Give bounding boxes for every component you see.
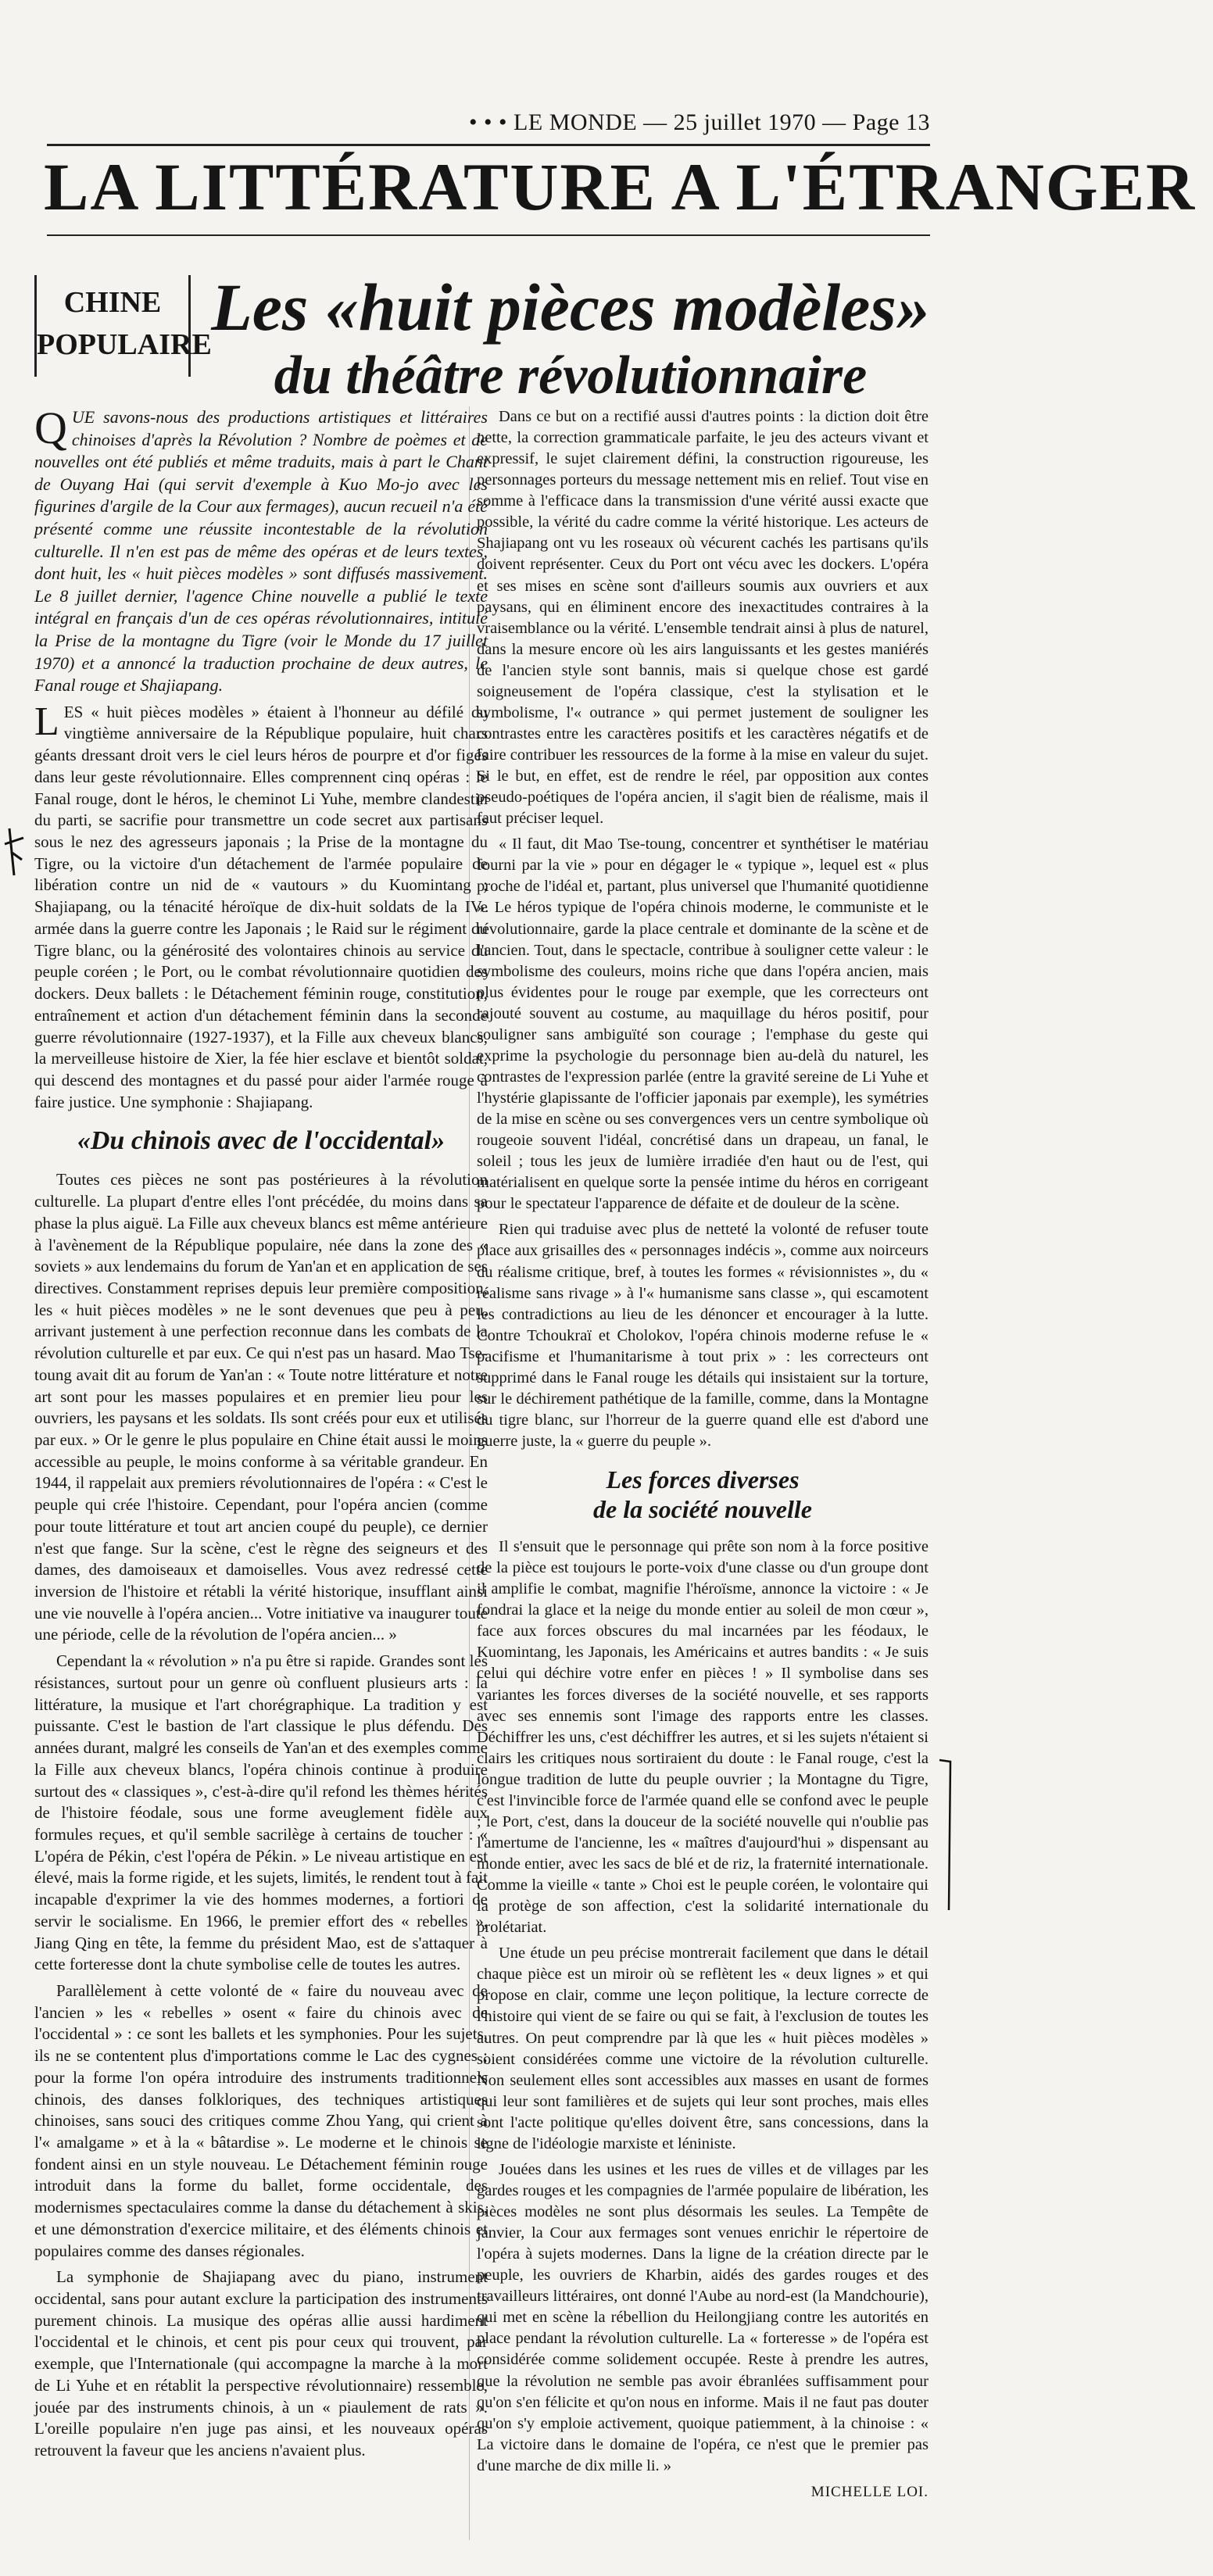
paragraph-11: Jouées dans les usines et les rues de villes et de villages par les gardes rouges et les compagnies de l'armée populaire de libération, les pièces modèles ne sont plus désormais les seules. La Tempête de janvier, la Cour aux fermages sont venues enrichir le répertoire de l'opéra à sujets modernes. Dans la ligne de la création directe par le peuple, les ouvriers de Kharbin, aidés des gardes rouges et des travailleurs littéraires, ont donné l'Aube au nord-est (la Mandchourie), qui met en scène la rébellion du Heilongjiang contre les autorités en place pendant la révolution culturelle. La « forteresse » de l'opéra est considérée comme solidement occupée. Reste à prendre les autres, que la révolution ne semble pas avoir ébranlées suffisamment pour qu'on s'en félicite et qu'on nous en informe. Mais il ne faut pas douter qu'on s'y emploie activement, quoique patiemment, à la chinoise : « La victoire dans le domaine de l'opéra, ce n'est que le premier pas d'une marche de dix mille li. » bbox=[477, 2160, 929, 2474]
subheading-2-line-1: Les forces diverses bbox=[606, 1465, 800, 1494]
column-right bbox=[477, 406, 929, 2507]
column-left bbox=[34, 402, 488, 2467]
paragraph-8: Rien qui traduise avec plus de netteté la volonté de refuser toute place aux grisailles des « personnages indécis », comme aux noirceurs du réalisme critique, bref, à toutes les formes « révisionnistes », du « réalisme sans rivage » à l'« humanisme sans classe », qui escamotent les contradictions au lieu de les dénoncer et encourager à la lutte. Contre Tchoukraï et Cholokov, l'opéra chinois moderne refuse le « pacifisme et l'humanitarisme à tout prix » : les correcteurs ont supprimé dans le Fanal rouge les détails qui insistaient sur la torture, sur le déchirement pathétique de la famille, comme, dans la Montagne du tigre blanc, sur l'horreur de la guerre quand elle est d'abord une guerre juste, la « guerre du peuple ». bbox=[477, 1221, 929, 1450]
kicker-line-1: CHINE bbox=[63, 286, 162, 319]
paragraph-9: Il s'ensuit que le personnage qui prête son nom à la force positive de la pièce est toujours le porte-voix d'une classe ou d'un groupe dont il amplifie le combat, magnifie l'héroïsme, annonce la victoire : « Je fondrai la glace et la neige du monde entier au soleil de mon cœur », face aux forces obscures du mal incarnées par les féodaux, le Kuomintang, les Japonais, les Américains et autres bandits : « Je suis celui qui déchire votre enfer en pièces ! » Il symbolise dans ses variantes les forces diverses de la société nouvelle, et ses rapports avec ses ennemis sont l'image des rapports entre les classes. Déchiffrer les uns, c'est déchiffrer les autres, et si les sujets n'étaient si clairs les critiques nous sortiraient du doute : le Fanal rouge, c'est la longue tradition de lutte du peuple ouvrier ; la Montagne du Tigre, c'est l'invincible force de l'armée quand elle se confond avec le peuple ; le Port, c'est, dans la douceur de la société nouvelle qui n'oublie pas l'amertume de l'ancienne, les « maîtres d'aujourd'hui » dispensant au monde entier, avec les sacs de blé et de riz, la fraternité internationale. Comme la vieille « tante » Choi est le peuple coréen, le volontaire qui la protège de son affection, c'est la solidarité internationale du prolétariat. bbox=[477, 1538, 929, 1937]
author-signature: MICHELLE LOI. bbox=[810, 2483, 929, 2500]
paragraph-7: « Il faut, dit Mao Tse-toung, concentrer et synthétiser le matériau fourni par la vie » pour en dégager le « typique », lequel est « plus proche de l'idéal et, partant, plus universel que l'humanité quotidienne ». Le héros typique de l'opéra chinois moderne, le communiste et le révolutionnaire, garde la place centrale et dominante de la scène et de l'ancien. Tout, dans le spectacle, contribue à souligner cette valeur : le symbolisme des couleurs, moins riche que dans l'opéra ancien, mais plus évidentes pour le rouge par exemple, que les correcteurs ont rajouté souvent au costume, au maquillage du héros positif, pour souligner sans ambiguïté son courage ; l'emphase du geste qui exprime la psychologie du personnage bien au-delà du naturel, les contrastes de l'expression parlée (entre la gravité sereine de Li Yuhe et l'hystérie glapissante de l'officier japonais par exemple), les symétries de la mise en scène ou ses convergences vers un centre symbolique où rougeoie souvent l'idéal, concrétisé dans un drapeau, un fanal, le soleil ; tous les jeux de lumière irradiée d'en haut ou de l'est, qui matérialisent en quelque sorte la pensée intime du héros en corrigeant pour le spectateur l'apparence de défaite et de douleur de la scène. bbox=[477, 835, 929, 1213]
subheading-2-line-2: de la société nouvelle bbox=[593, 1495, 812, 1524]
subheading-2 bbox=[477, 1465, 929, 1524]
paragraph-2: Toutes ces pièces ne sont pas postérieures à la révolution culturelle. La plupart d'entre elles l'ont précédée, du moins dans sa phase la plus aiguë. La Fille aux cheveux blancs est même antérieure à l'avènement de la République populaire, née dans la zone des « soviets » aux lendemains du forum de Yan'an et en application de ses directives. Constamment reprises depuis leur première composition, les « huit pièces modèles » ne le sont devenues que peu à peu, arrivant justement à une perfection reconnue dans les combats de la révolution culturelle et par eux. Ce qui n'est pas un hasard. Mao Tse-toung avait dit au forum de Yan'an : « Toute notre littérature et notre art sont pour les masses populaires et en premier lieu pour les ouvriers, les paysans et les soldats. Ils sont créés pour eux et utilisés par eux. » Or le genre le plus populaire en Chine était aussi le moins accessible au peuple, le moins conforme à sa véritable grandeur. En 1944, il rappelait aux premiers révolutionnaires de l'opéra : « C'est le peuple qui crée l'histoire. Cependant, pour l'opéra ancien (comme pour toute littérature et tout art ancien coupé du peuple), ce dernier n'est que fange. Sur la scène, c'est le règne des seigneurs et des dames, des damoiseaux et damoiselles. Vous avez redressé cette inversion de l'histoire et rétabli la vérité historique, insufflant ainsi une vie nouvelle à l'opéra ancien... Votre initiative va inaugurer toute une période, celle de la révolution de l'opéra ancien... » bbox=[34, 1170, 488, 1644]
header-rule bbox=[47, 144, 930, 146]
handwritten-mark-icon bbox=[3, 821, 27, 883]
article-lead: QUE savons-nous des productions artistiques et littéraires chinoises d'après la Révolution ? Nombre de poèmes et de nouvelles ont été publiés et même traduits, mais à part le Chant de Ouyang Hai (qui servit d'exemple à Kuo Mo-jo avec les figurines d'argile de la Cour aux fermages), aucun recueil n'a été présenté comme une réussite incontestable de la révolution culturelle. Il n'en est pas de même des opéras et de leurs textes, dont huit, les « huit pièces modèles » sont diffusés massivement. Le 8 juillet dernier, l'agence Chine nouvelle a publié le texte intégral en français d'un de ces opéras révolutionnaires, intitulé la Prise de la montagne du Tigre (voir le Monde du 17 juillet 1970) et a annoncé la traduction prochaine de deux autres, le Fanal rouge et Shajiapang. bbox=[34, 402, 488, 696]
running-header: • • • LE MONDE — 25 juillet 1970 — Page 13 bbox=[469, 109, 930, 135]
section-rule bbox=[47, 234, 930, 236]
paragraph-3: Cependant la « révolution » n'a pu être si rapide. Grandes sont les résistances, surtout pour un genre où confluent plusieurs arts : la littérature, la musique et l'art chorégraphique. La tradition y est puissante. C'est le bastion de l'art classique le plus défendu. Des années durant, malgré les conseils de Yan'an et des exemples comme la Fille aux cheveux blancs, l'opéra chinois continue à produire surtout des « classiques », c'est-à-dire qu'il refond les thèmes hérités de l'histoire féodale, sous une forme aveuglement fidèle aux formules reçues, et qu'il semble sacrilège à certains de toucher : « L'opéra de Pékin, c'est l'opéra de Pékin. » Le niveau artistique en est élevé, mais la forme rigide, et les sujets, limités, le rendent tout à fait incapable d'exprimer la vie des hommes modernes, a fortiori de servir le socialisme. En 1966, le premier effort des « rebelles », Jiang Qing en tête, la femme du président Mao, est de s'attaquer à cette forteresse dont la chute symbolise celle de toutes les autres. bbox=[34, 1651, 488, 1974]
headline-line-2: du théâtre révolutionnaire bbox=[274, 345, 868, 406]
paragraph-6: Dans ce but on a rectifié aussi d'autres points : la diction doit être nette, la correction grammaticale parfaite, le jeu des acteurs vivant et expressif, le sujet clairement défini, la construction rigoureuse, les personnages porteurs du message nettement mis en relief. Tout vise en somme à l'efficace dans la transmission d'une vérité aussi exacte que possible, la vérité du cadre comme la vérité historique. Les acteurs de Shajiapang ont vu les roseaux où vécurent cachés les partisans qu'ils doivent représenter. Ceux du Port ont vécu avec les dockers. L'opéra et ses mises en scène sont d'ailleurs soumis aux ouvriers et aux paysans, qui en éliminent encore des inexactitudes contraires à la vraisemblance ou la vérité. L'ensemble tendrait ainsi à plus de naturel, dans la mesure encore où les airs languissants et les gestes maniérés de l'ancien style sont bannis, mais si quelque chose est gardé soigneusement de l'opéra classique, c'est la stylisation et le symbolisme, l'« outrance » qui permet justement de souligner les contrastes entre les caractères positifs et les caractères négatifs et de faire contribuer les ressources de la forme à la mise en valeur du sujet. Si le but, en effet, est de rendre le réel, par opposition aux contes pseudo-poétiques de l'opéra ancien, il s'agit bien de réalisme, mais il faut préciser lequel. bbox=[477, 408, 929, 828]
subheading-1: «Du chinois avec de l'occidental» bbox=[77, 1126, 445, 1156]
paragraph-10: Une étude un peu précise montrerait facilement que dans le détail chaque pièce est un miroir où se reflètent les « deux lignes » et qui propose en clair, comme une leçon politique, la lecture correcte de l'histoire qui vient de se faire ou qui se fait, à l'exclusion de toutes les autres. On peut comprendre par là que les « huit pièces modèles » soient considérées comme une victoire de la révolution culturelle. Non seulement elles sont accessibles aux masses en usant de formes qui leur sont familières et de sujets qui leur sont proches, mais elles sont l'acte politique qu'elles doivent être, sans concessions, dans la ligne de l'idéologie marxiste et léniniste. bbox=[477, 1945, 929, 2152]
paragraph-5: La symphonie de Shajiapang avec du piano, instrument occidental, sans pour autant exclure la participation des instruments purement chinois. La musique des opéras allie aussi hardiment l'occidental et le chinois, et cent pis pour ceux qui trouvent, par exemple, que l'Internationale (qui accompagne la marche à la mort de Li Yuhe et en rétablit la perspective révolutionnaire) ressemble, jouée par des instruments chinois, à un « piaulement de rats ». L'oreille populaire n'en juge pas ainsi, et les nouveaux opéras retrouvent la faveur que les anciens n'avaient plus. bbox=[34, 2267, 488, 2460]
paragraph-4: Parallèlement à cette volonté de « faire du nouveau avec de l'ancien » les « rebelles » osent « faire du chinois avec de l'occidental » : ce sont les ballets et les symphonies. Pour les sujets, ils ne se contentent plus d'importations comme le Lac des cygnes ; pour la forme l'on opéra introduire des instruments traditionnels chinois, des danses folkloriques, des techniques artistiques chinoises, sans souci des critiques comme Zhou Yang, qui crient à l'« amalgame » et à la « bâtardise ». Le moderne et le chinois se fondent ainsi en un style nouveau. Le Détachement féminin rouge introduit dans la forme du ballet, forme occidentale, des modernismes spectaculaires comme la danse du détachement à skis, et une démonstration d'exercice militaire, et des éléments chinois et populaires comme des danses régionales. bbox=[34, 1980, 488, 2260]
article-headline bbox=[211, 272, 930, 405]
kicker-box bbox=[34, 275, 212, 377]
section-title: LA LITTÉRATURE A L'ÉTRANGER bbox=[44, 149, 1197, 224]
handwritten-bracket-icon bbox=[938, 1757, 954, 1913]
headline-line-1: Les «huit pièces modèles» bbox=[211, 270, 930, 345]
paragraph-1: LES « huit pièces modèles » étaient à l'honneur au défilé du vingtième anniversaire de la République populaire, huit chars géants dressant droit vers le ciel leurs héros de pourpre et d'or figés dans leur geste révolutionnaire. Elles comprennent cinq opéras : le Fanal rouge, dont le héros, le cheminot Li Yuhe, membre clandestin du parti, se sacrifie pour transmettre un code secret aux partisans sous le nez des agresseurs japonais ; la Prise de la montagne du Tigre, ou la victoire d'un détachement de l'armée populaire de libération contre un nid de « vautours » du Kuomintang ; Shajiapang, ou la ténacité héroïque de dix-huit soldats de la IVe armée dans la guerre contre les Japonais ; le Raid sur le régiment du Tigre blanc, ou la générosité des volontaires chinois au service du peuple coréen ; le Port, ou le combat révolutionnaire quotidien des dockers. Deux ballets : le Détachement féminin rouge, constitution, entraînement et action d'un détachement féminin dans la seconde guerre révolutionnaire (1927-1937), et la Fille aux cheveux blancs, la merveilleuse histoire de Xier, la fée hier esclave et bientôt soldat, qui descend des montagnes et du passé pour aider l'armée rouge à faire justice. Une symphonie : Shajiapang. bbox=[34, 699, 488, 1111]
kicker-line-2: POPULAIRE bbox=[37, 328, 212, 361]
